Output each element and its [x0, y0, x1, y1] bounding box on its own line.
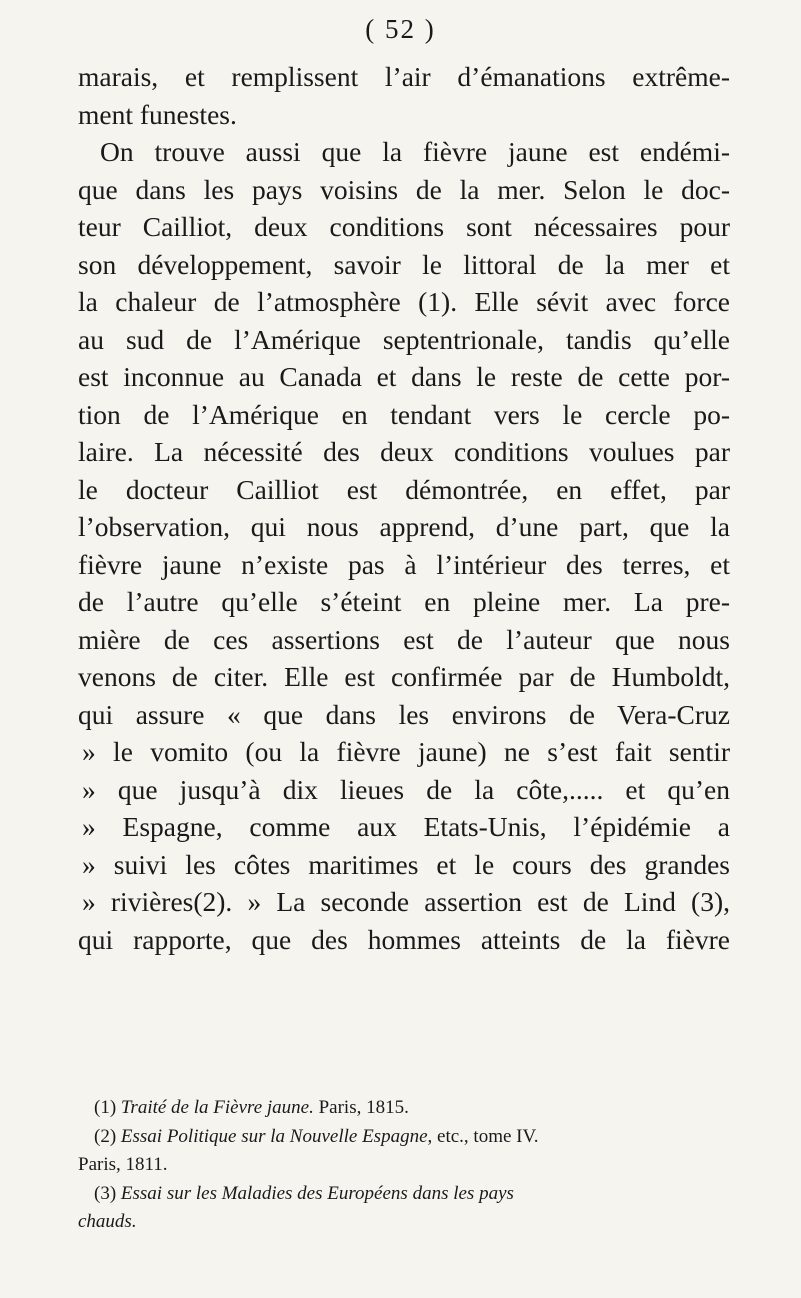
text-line: » rivières(2). » La seconde assertion est de Lind (3),	[82, 886, 730, 917]
footnote-rest: Paris, 1815.	[313, 1097, 409, 1118]
footnote-2-continued	[78, 1151, 734, 1180]
footnote-1	[94, 1094, 734, 1123]
text-line: mière de ces assertions est de l’auteur que nous	[78, 623, 730, 655]
text-line: au sud de l’Amérique septentrionale, tandis qu’elle	[78, 323, 730, 355]
footnote-title: Traité de la Fièvre jaune.	[120, 1097, 314, 1118]
text-line: » que jusqu’à dix lieues de la côte,..... et qu’en	[82, 773, 730, 805]
text-line: fièvre jaune n’existe pas à l’intérieur des terres, et	[78, 548, 730, 580]
text-line: son développement, savoir le littoral de la mer et	[78, 248, 730, 280]
footnote-rest: Paris, 1811.	[78, 1154, 168, 1175]
text-line: qui rapporte, que des hommes atteints de la fièvre	[78, 923, 730, 955]
text-line: est inconnue au Canada et dans le reste de cette por-	[78, 361, 730, 392]
body-text	[78, 58, 730, 958]
text-line: marais, et remplissent l’air d’émanations extrême-	[78, 61, 730, 92]
text-line: » le vomito (ou la fièvre jaune) ne s’est fait sentir	[82, 736, 730, 767]
footnote-number: (1)	[94, 1097, 117, 1118]
text-line: On trouve aussi que la fièvre jaune est endémi-	[100, 136, 730, 167]
text-line: venons de citer. Elle est confirmée par de Humboldt,	[78, 661, 730, 692]
footnotes	[78, 1094, 734, 1237]
text-line: qui assure « que dans les environs de Vera-Cruz	[78, 698, 730, 730]
text-line: la chaleur de l’atmosphère (1). Elle sévit avec force	[78, 286, 730, 317]
text-line: laire. La nécessité des deux conditions voulues par	[78, 436, 730, 467]
page-number: ( 52 )	[365, 14, 436, 44]
footnote-rest: , etc., tome IV.	[427, 1125, 539, 1147]
text-line: de l’autre qu’elle s’éteint en pleine mer. La pre-	[78, 586, 730, 617]
text-line: ment funestes.	[78, 98, 237, 130]
footnote-number: (3)	[94, 1182, 117, 1204]
footnote-title: Essai sur les Maladies des Européens dans les pays	[120, 1182, 514, 1204]
text-line: que dans les pays voisins de la mer. Selon le doc-	[78, 173, 730, 205]
text-line: l’observation, qui nous apprend, d’une part, que la	[78, 511, 730, 542]
footnote-number: (2)	[94, 1125, 117, 1147]
footnote-2	[94, 1123, 734, 1152]
footnote-3	[94, 1180, 734, 1209]
text-line: » Espagne, comme aux Etats-Unis, l’épidémie a	[82, 811, 730, 842]
text-line: le docteur Cailliot est démontrée, en effet, par	[78, 473, 730, 505]
footnote-title: chauds.	[78, 1211, 137, 1232]
footnote-3-continued	[78, 1208, 734, 1237]
text-line: teur Cailliot, deux conditions sont nécessaires pour	[78, 211, 730, 242]
text-line: » suivi les côtes maritimes et le cours des grandes	[82, 848, 730, 880]
text-line: tion de l’Amérique en tendant vers le cercle po-	[78, 398, 730, 430]
footnote-title: Essai Politique sur la Nouvelle Espagne	[120, 1125, 428, 1147]
